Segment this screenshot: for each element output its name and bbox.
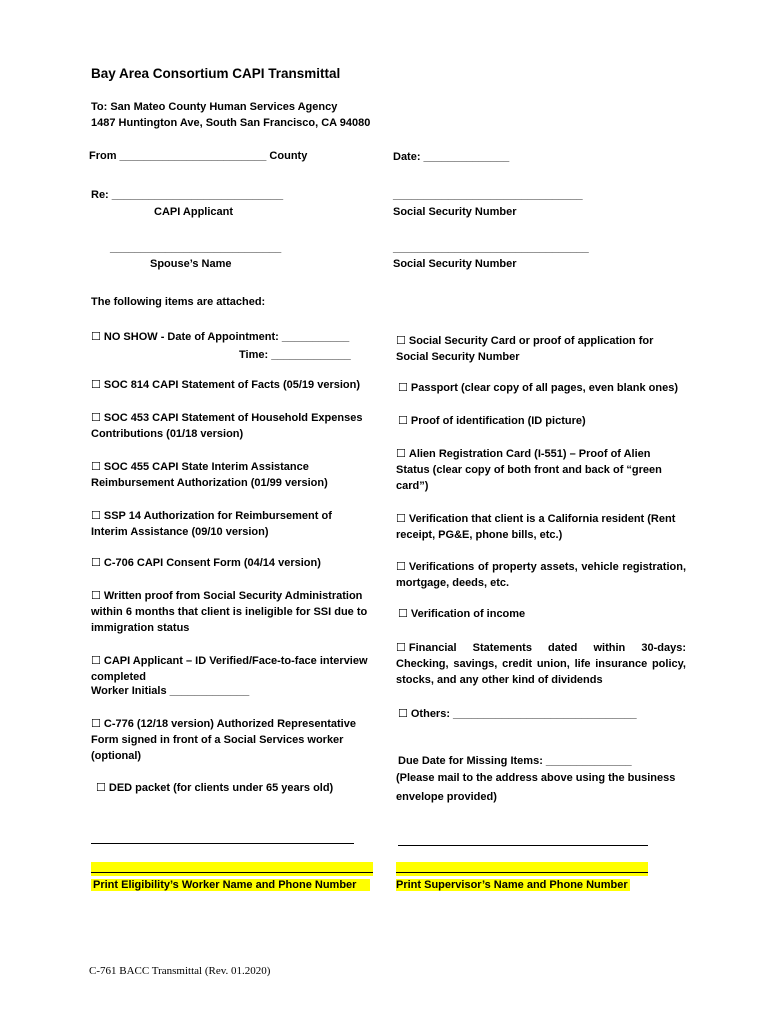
checkbox-icon[interactable]: ☐ xyxy=(91,589,101,602)
item-soc455[interactable]: ☐ SOC 455 CAPI State Interim Assistance Reimbursement Authorization (01/99 version) xyxy=(91,460,328,489)
checkbox-icon[interactable]: ☐ xyxy=(91,509,101,522)
item-ded[interactable]: ☐ DED packet (for clients under 65 years old) xyxy=(96,781,334,794)
item-ca-resident[interactable]: ☐ Verification that client is a California resident (Rent receipt, PG&E, phone bills, etc.) xyxy=(396,512,676,541)
address-line: 1487 Huntington Ave, South San Francisco, CA 94080 xyxy=(91,117,371,129)
worker-initials-field[interactable]: Worker Initials _____________ xyxy=(91,685,250,697)
capi-applicant-caption: CAPI Applicant xyxy=(154,206,234,218)
checkbox-icon[interactable]: ☐ xyxy=(91,330,101,343)
checkbox-icon[interactable]: ☐ xyxy=(398,707,408,720)
attached-intro: The following items are attached: xyxy=(91,296,266,308)
checkbox-icon[interactable]: ☐ xyxy=(96,781,106,794)
checkbox-icon[interactable]: ☐ xyxy=(398,381,408,394)
from-county-field[interactable]: From ________________________ County xyxy=(89,150,308,162)
worker-signature-line[interactable] xyxy=(91,843,354,844)
applicant-ssn-field[interactable]: _______________________________ xyxy=(393,189,583,201)
checkbox-icon[interactable]: ☐ xyxy=(91,460,101,473)
supervisor-name-caption: Print Supervisor’s Name and Phone Number xyxy=(396,879,628,891)
checkbox-icon[interactable]: ☐ xyxy=(396,560,406,573)
worker-name-caption: Print Eligibility’s Worker Name and Phone Number xyxy=(91,879,370,891)
form-footer: C-761 BACC Transmittal (Rev. 01.2020) xyxy=(89,965,271,977)
checkbox-icon[interactable]: ☐ xyxy=(91,654,101,667)
ssn-caption-2: Social Security Number xyxy=(393,258,517,270)
checkbox-icon[interactable]: ☐ xyxy=(91,411,101,424)
checkbox-icon[interactable]: ☐ xyxy=(396,334,406,347)
date-field[interactable]: Date: ______________ xyxy=(393,151,510,163)
item-soc453[interactable]: ☐ SOC 453 CAPI Statement of Household Expenses Contributions (01/18 version) xyxy=(91,411,363,440)
item-passport[interactable]: ☐ Passport (clear copy of all pages, even blank ones) xyxy=(398,381,679,394)
due-date-field[interactable]: Due Date for Missing Items: ______________ xyxy=(398,755,632,767)
item-soc814[interactable]: ☐ SOC 814 CAPI Statement of Facts (05/19 version) xyxy=(91,378,361,391)
ssn-caption-1: Social Security Number xyxy=(393,206,517,218)
supervisor-signature-line[interactable] xyxy=(398,845,648,846)
checkbox-icon[interactable]: ☐ xyxy=(91,717,101,730)
item-income[interactable]: ☐ Verification of income xyxy=(398,607,526,620)
supervisor-highlight-band xyxy=(396,862,648,876)
item-others[interactable]: ☐ Others: ______________________________ xyxy=(398,707,637,720)
item-c706[interactable]: ☐ C-706 CAPI Consent Form (04/14 version) xyxy=(91,556,321,569)
worker-highlight-band xyxy=(91,862,373,876)
item-written-proof[interactable]: ☐ Written proof from Social Security Administration within 6 months that client is ineligible for SSI due to immigration status xyxy=(91,589,368,634)
worker-print-line[interactable] xyxy=(91,872,373,873)
item-no-show[interactable]: ☐ NO SHOW - Date of Appointment: ___________ xyxy=(91,330,350,343)
checkbox-icon[interactable]: ☐ xyxy=(91,378,101,391)
item-property[interactable]: ☐ Verifications of property assets, vehicle registration, mortgage, deeds, etc. xyxy=(396,560,686,589)
checkbox-icon[interactable]: ☐ xyxy=(396,641,406,654)
item-ssp14[interactable]: ☐ SSP 14 Authorization for Reimbursement of Interim Assistance (09/10 version) xyxy=(91,509,332,538)
supervisor-print-line[interactable] xyxy=(396,872,648,873)
spouse-caption: Spouse’s Name xyxy=(150,258,232,270)
to-line: To: San Mateo County Human Services Agency xyxy=(91,101,338,113)
item-alien-registration[interactable]: ☐ Alien Registration Card (I-551) – Proof of Alien Status (clear copy of both front and back of “green card”) xyxy=(396,447,662,492)
spouse-ssn-field[interactable]: ________________________________ xyxy=(393,242,589,254)
checkbox-icon[interactable]: ☐ xyxy=(91,556,101,569)
re-applicant-field[interactable]: Re: ____________________________ xyxy=(91,189,284,201)
item-c776[interactable]: ☐ C-776 (12/18 version) Authorized Representative Form signed in front of a Social Services worker (optional) xyxy=(91,717,356,762)
checkbox-icon[interactable]: ☐ xyxy=(396,447,406,460)
item-financial[interactable]: ☐ Financial Statements dated within 30-days: Checking, savings, credit union, life insurance policy, stocks, and any other kind of dividends xyxy=(396,641,686,686)
checkbox-icon[interactable]: ☐ xyxy=(398,607,408,620)
mail-note-line2: envelope provided) xyxy=(396,791,497,803)
form-title: Bay Area Consortium CAPI Transmittal xyxy=(91,66,341,81)
checkbox-icon[interactable]: ☐ xyxy=(398,414,408,427)
item-capi-applicant-id[interactable]: ☐ CAPI Applicant – ID Verified/Face-to-face interview completed xyxy=(91,654,368,683)
item-proof-id[interactable]: ☐ Proof of identification (ID picture) xyxy=(398,414,586,427)
spouse-name-field[interactable]: ____________________________ xyxy=(110,242,282,254)
appointment-time-field[interactable]: Time: _____________ xyxy=(239,349,351,361)
checkbox-icon[interactable]: ☐ xyxy=(396,512,406,525)
mail-note-line1: (Please mail to the address above using the business xyxy=(396,772,676,784)
item-ss-card[interactable]: ☐ Social Security Card or proof of application for Social Security Number xyxy=(396,334,654,363)
